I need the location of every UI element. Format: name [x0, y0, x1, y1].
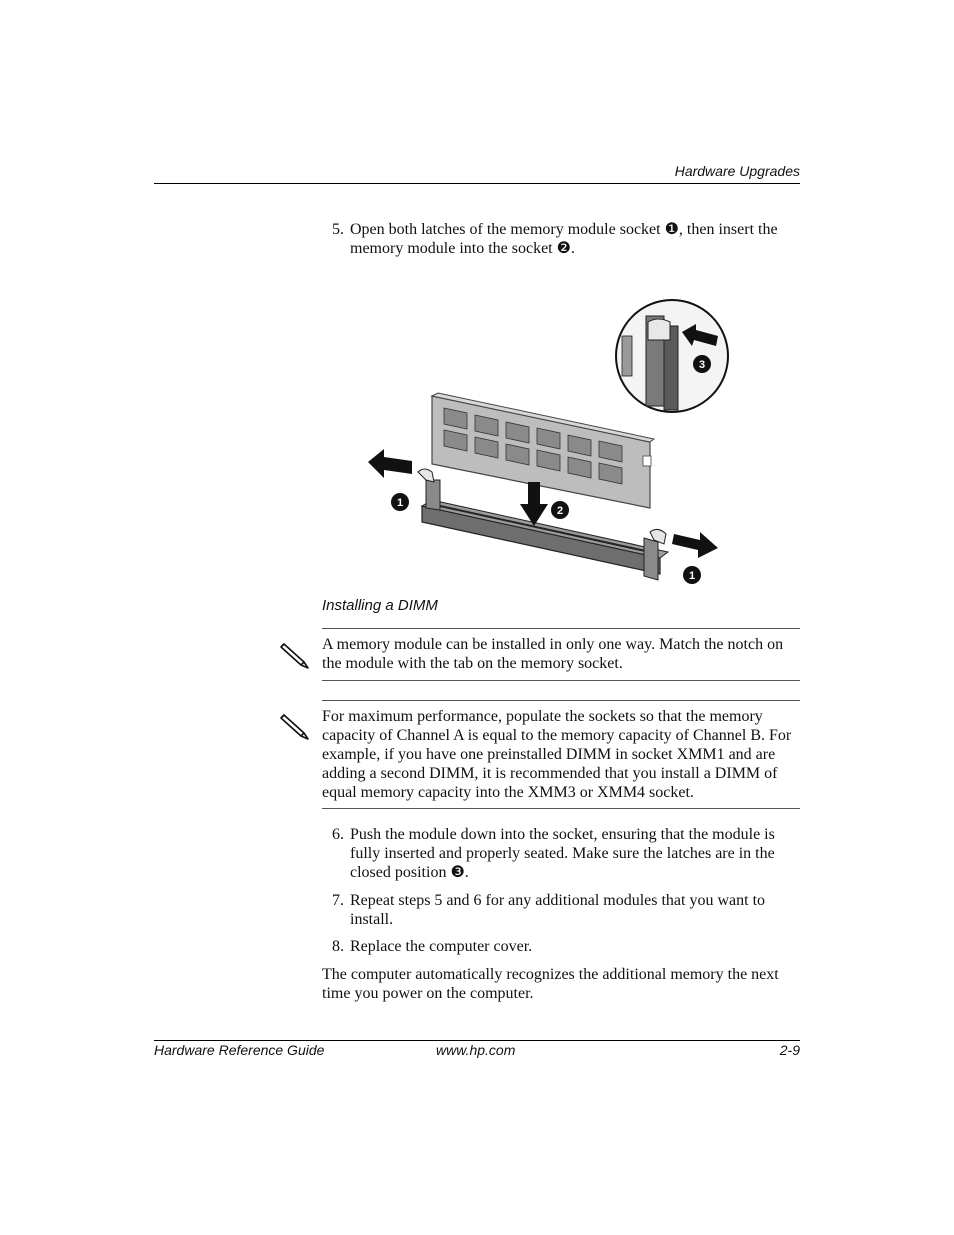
footer-guide-title: Hardware Reference Guide: [154, 1042, 325, 1058]
footer-rule: [154, 1040, 800, 1041]
step-text: Push the module down into the socket, ensuring that the module is fully inserted and properly seated. Make sure the latches are in the closed position ❸.: [350, 826, 775, 881]
step-8: [322, 937, 800, 956]
svg-text:3: 3: [698, 359, 706, 371]
step-6: [322, 825, 800, 882]
step-number: 7.: [332, 892, 344, 909]
svg-text:2: 2: [556, 505, 564, 517]
note-1-text: A memory module can be installed in only one way. Match the notch on the module with the tab on the memory socket.: [322, 636, 784, 672]
running-header: Hardware Upgrades: [674, 163, 800, 179]
footer-page-number: 2-9: [779, 1042, 800, 1058]
step-number: 5.: [332, 221, 344, 238]
note-rule-bottom: [322, 808, 800, 809]
step-text: Repeat steps 5 and 6 for any additional modules that you want to install.: [350, 892, 766, 928]
latch-detail-inset: [616, 300, 728, 412]
note-rule-top: [322, 628, 800, 629]
step-text: Open both latches of the memory module socket ❶, then insert the memory module into the socket ❷.: [350, 221, 778, 257]
step-text: Replace the computer cover.: [350, 938, 533, 955]
arrow-down-icon: [520, 482, 548, 526]
note-rule-top: [322, 700, 800, 701]
pencil-note-icon: [278, 640, 314, 670]
step-number: 8.: [332, 938, 344, 955]
dimm-install-illustration: [360, 296, 732, 588]
step-7: [322, 891, 800, 929]
note-rule-bottom: [322, 680, 800, 681]
pencil-note-icon: [278, 711, 314, 741]
figure-caption: Installing a DIMM: [322, 597, 438, 614]
footer-website-link[interactable]: www.hp.com: [436, 1042, 516, 1058]
callout-1-left: [391, 493, 409, 511]
header-rule: [154, 183, 800, 184]
svg-text:1: 1: [688, 570, 696, 582]
step-number: 6.: [332, 826, 344, 843]
memory-module: [432, 393, 654, 508]
arrow-left-icon: [368, 449, 412, 478]
callout-3: [693, 355, 711, 373]
note-2-text: For maximum performance, populate the sockets so that the memory capacity of Channel A is equal to the memory capacity of Channel B. For example, if you have one preinstalled DIMM in socket XMM1 and are adding a second DIMM, it is recommended that you install a DIMM of equal memory capacity into the XMM3 or XMM4 socket.: [322, 708, 792, 801]
svg-text:1: 1: [396, 497, 404, 509]
arrow-right-icon: [672, 532, 718, 558]
closing-paragraph: The computer automatically recognizes the additional memory the next time you power on the computer.: [322, 966, 779, 1002]
callout-2: [551, 501, 569, 519]
step-5: [322, 220, 800, 258]
callout-1-right: [683, 566, 701, 584]
